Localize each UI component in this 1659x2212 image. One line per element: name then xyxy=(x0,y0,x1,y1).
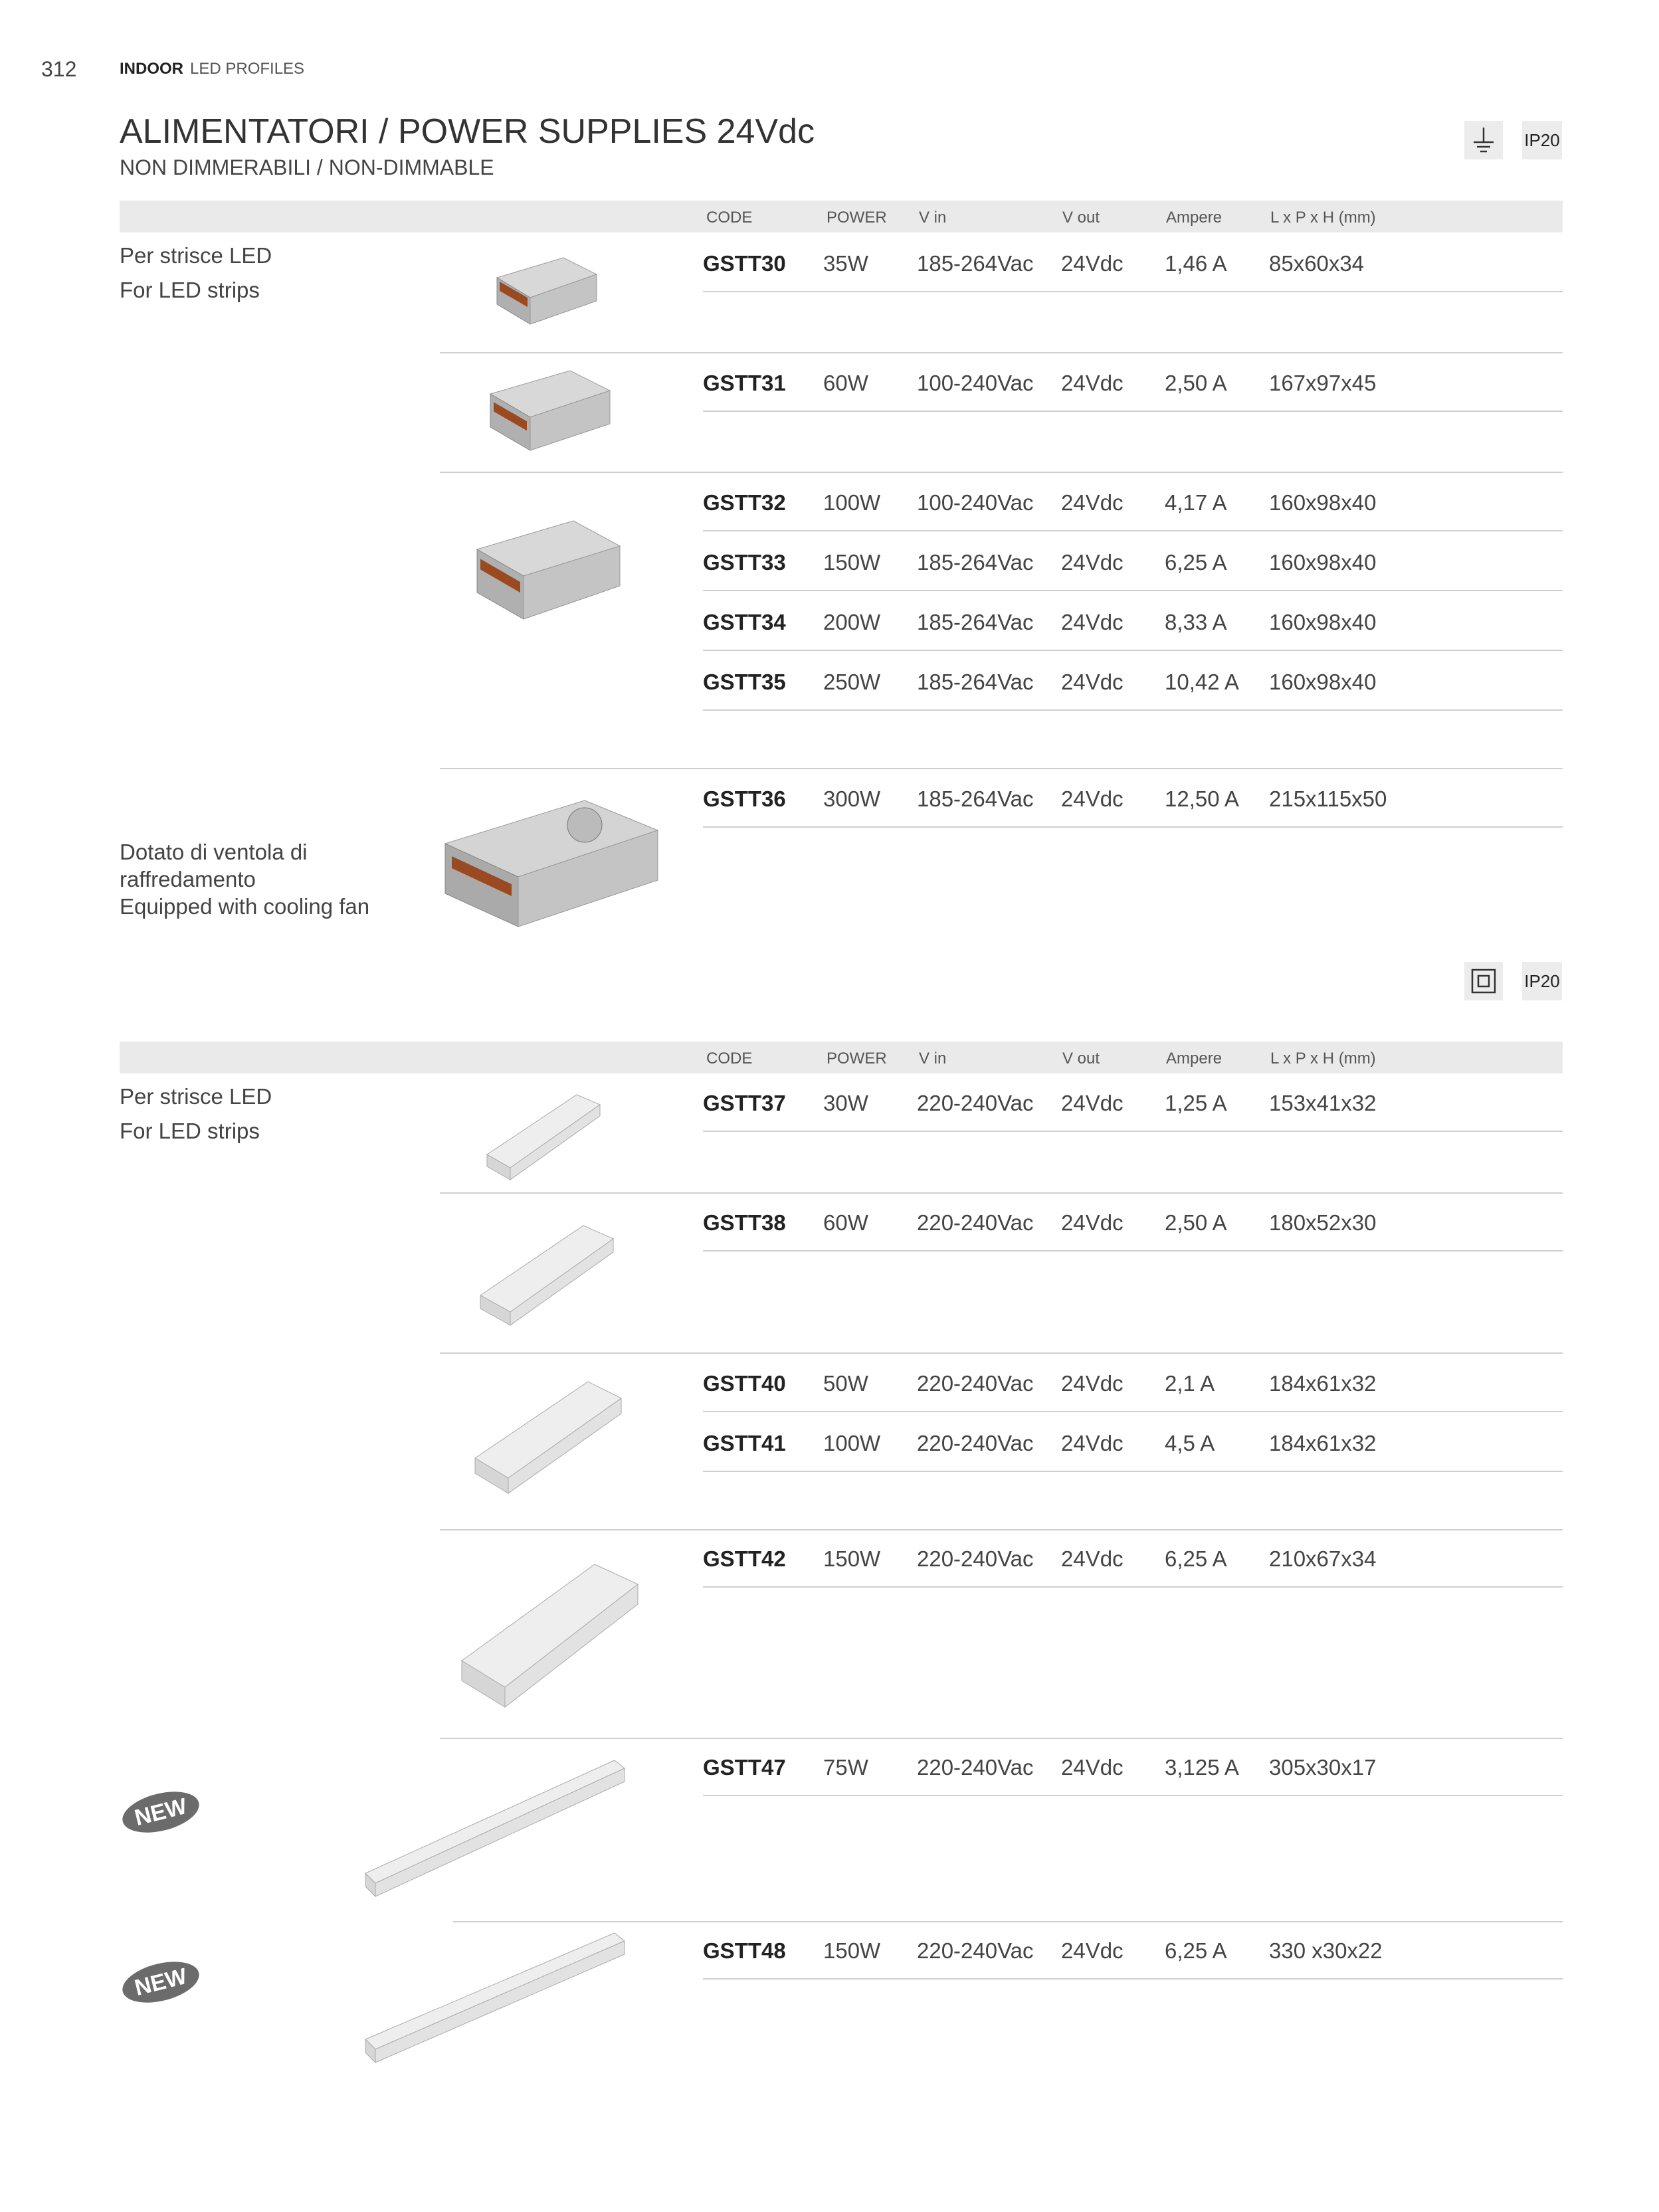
col-vin: V in xyxy=(919,1050,947,1067)
row-separator xyxy=(703,709,1563,711)
col-code: CODE xyxy=(706,209,753,227)
spec-dims: 160x98x40 xyxy=(1269,610,1377,634)
page-number: 312 xyxy=(41,57,77,81)
spec-power: 200W xyxy=(823,610,881,634)
spec-dims: 330 x30x22 xyxy=(1269,1938,1383,1963)
product-image-gstt47 xyxy=(359,1754,631,1906)
product-code: GSTT38 xyxy=(703,1210,786,1235)
spec-vout: 24Vdc xyxy=(1061,371,1123,395)
spec-power: 60W xyxy=(823,1210,868,1235)
group-separator xyxy=(440,1192,1563,1194)
product-image-gstt48 xyxy=(359,1926,631,2073)
table-header-2 xyxy=(120,1042,1563,1073)
spec-power: 60W xyxy=(823,371,868,395)
col-dimensions: L x P x H (mm) xyxy=(1270,209,1376,227)
product-code: GSTT42 xyxy=(703,1546,786,1571)
spec-ampere: 2,1 A xyxy=(1165,1371,1215,1396)
spec-dims: 160x98x40 xyxy=(1269,670,1377,694)
spec-vin: 185-264Vac xyxy=(917,670,1034,694)
spec-vin: 220-240Vac xyxy=(917,1431,1034,1455)
group-separator xyxy=(440,1352,1563,1354)
col-ampere: Ampere xyxy=(1166,209,1222,227)
row-separator xyxy=(703,411,1563,412)
spec-power: 150W xyxy=(823,550,881,575)
spec-ampere: 6,25 A xyxy=(1165,1546,1227,1571)
description-it: Per strisce LED xyxy=(120,1084,272,1109)
description-fan xyxy=(120,838,369,920)
breadcrumb-section: INDOOR xyxy=(120,60,183,78)
spec-ampere: 8,33 A xyxy=(1165,610,1227,634)
product-image-gstt32-35 xyxy=(464,513,630,632)
earth-ground-icon xyxy=(1464,121,1503,159)
spec-dims: 85x60x34 xyxy=(1269,251,1365,276)
product-code: GSTT41 xyxy=(703,1431,786,1455)
product-image-gstt40-41 xyxy=(465,1368,631,1501)
spec-vin: 185-264Vac xyxy=(917,786,1034,811)
spec-vout: 24Vdc xyxy=(1061,490,1123,515)
spec-vin: 185-264Vac xyxy=(917,251,1034,276)
spec-power: 150W xyxy=(823,1938,881,1963)
product-code: GSTT34 xyxy=(703,610,786,634)
product-image-gstt42 xyxy=(448,1548,648,1714)
spec-vout: 24Vdc xyxy=(1061,1210,1123,1235)
spec-power: 100W xyxy=(823,1431,881,1455)
description-fan-en: Equipped with cooling fan xyxy=(120,894,370,919)
spec-dims: 167x97x45 xyxy=(1269,371,1377,395)
row-separator xyxy=(703,291,1563,292)
description-en: For LED strips xyxy=(120,278,260,302)
product-image-gstt38 xyxy=(470,1209,623,1335)
group-separator xyxy=(453,1921,1563,1922)
spec-power: 100W xyxy=(823,490,881,515)
col-dimensions: L x P x H (mm) xyxy=(1270,1050,1376,1067)
spec-vin: 100-240Vac xyxy=(917,371,1034,395)
new-badge: NEW xyxy=(118,1955,203,2010)
spec-vout: 24Vdc xyxy=(1061,1091,1123,1115)
description-strips xyxy=(120,242,272,304)
row-separator xyxy=(703,590,1563,591)
group-separator xyxy=(440,352,1563,353)
spec-dims: 215x115x50 xyxy=(1269,786,1387,811)
product-code: GSTT37 xyxy=(703,1091,786,1115)
page-subtitle: NON DIMMERABILI / NON-DIMMABLE xyxy=(120,155,494,179)
spec-power: 35W xyxy=(823,251,868,276)
spec-ampere: 2,50 A xyxy=(1165,1210,1227,1235)
description-fan-it-1: Dotato di ventola di xyxy=(120,840,308,864)
row-separator xyxy=(703,650,1563,651)
spec-vout: 24Vdc xyxy=(1061,1546,1123,1571)
col-ampere: Ampere xyxy=(1166,1050,1222,1067)
description-fan-it-2: raffredamento xyxy=(120,867,256,891)
product-image-gstt37 xyxy=(477,1081,610,1188)
spec-vin: 220-240Vac xyxy=(917,1091,1034,1115)
col-vin: V in xyxy=(919,209,947,227)
row-separator xyxy=(703,1131,1563,1132)
spec-vin: 185-264Vac xyxy=(917,550,1034,575)
breadcrumb-category: LED PROFILES xyxy=(190,60,305,78)
product-image-gstt36 xyxy=(432,790,664,937)
spec-dims: 160x98x40 xyxy=(1269,490,1377,515)
description-it: Per strisce LED xyxy=(120,243,272,268)
row-separator xyxy=(703,1250,1563,1251)
spec-vout: 24Vdc xyxy=(1061,1938,1123,1963)
table-header xyxy=(120,201,1563,232)
new-badge: NEW xyxy=(118,1785,203,1840)
product-code: GSTT48 xyxy=(703,1938,786,1963)
spec-power: 150W xyxy=(823,1546,881,1571)
spec-vout: 24Vdc xyxy=(1061,1371,1123,1396)
spec-vin: 185-264Vac xyxy=(917,610,1034,634)
spec-dims: 184x61x32 xyxy=(1269,1371,1377,1396)
product-code: GSTT31 xyxy=(703,371,786,395)
spec-dims: 180x52x30 xyxy=(1269,1210,1377,1235)
row-separator xyxy=(703,1586,1563,1588)
breadcrumb xyxy=(120,60,304,78)
spec-vout: 24Vdc xyxy=(1061,1431,1123,1455)
spec-power: 300W xyxy=(823,786,881,811)
group-separator xyxy=(440,768,1563,769)
product-code: GSTT40 xyxy=(703,1371,786,1396)
product-image-gstt30 xyxy=(484,251,603,331)
col-power: POWER xyxy=(827,1050,887,1067)
spec-vout: 24Vdc xyxy=(1061,550,1123,575)
row-separator xyxy=(703,1795,1563,1796)
ip-rating-badge-2: IP20 xyxy=(1522,962,1562,1000)
spec-vin: 220-240Vac xyxy=(917,1546,1034,1571)
spec-dims: 160x98x40 xyxy=(1269,550,1377,575)
spec-ampere: 3,125 A xyxy=(1165,1755,1239,1780)
spec-ampere: 6,25 A xyxy=(1165,1938,1227,1963)
spec-power: 75W xyxy=(823,1755,868,1780)
spec-ampere: 6,25 A xyxy=(1165,550,1227,575)
spec-vout: 24Vdc xyxy=(1061,670,1123,694)
row-separator xyxy=(703,1471,1563,1472)
product-code: GSTT32 xyxy=(703,490,786,515)
spec-dims: 184x61x32 xyxy=(1269,1431,1377,1455)
spec-vin: 220-240Vac xyxy=(917,1371,1034,1396)
spec-power: 250W xyxy=(823,670,881,694)
row-separator xyxy=(703,1978,1563,1980)
spec-vin: 220-240Vac xyxy=(917,1210,1034,1235)
col-power: POWER xyxy=(827,209,887,227)
spec-vout: 24Vdc xyxy=(1061,1755,1123,1780)
double-insulation-icon xyxy=(1464,962,1503,1000)
spec-vout: 24Vdc xyxy=(1061,251,1123,276)
spec-power: 50W xyxy=(823,1371,868,1396)
description-en: For LED strips xyxy=(120,1119,260,1143)
spec-ampere: 10,42 A xyxy=(1165,670,1239,694)
spec-ampere: 4,5 A xyxy=(1165,1431,1215,1455)
col-code: CODE xyxy=(706,1050,753,1067)
product-code: GSTT30 xyxy=(703,251,786,276)
spec-vin: 220-240Vac xyxy=(917,1755,1034,1780)
spec-vin: 220-240Vac xyxy=(917,1938,1034,1963)
spec-vin: 100-240Vac xyxy=(917,490,1034,515)
product-image-gstt31 xyxy=(477,364,617,464)
spec-vout: 24Vdc xyxy=(1061,610,1123,634)
col-vout: V out xyxy=(1062,1050,1100,1067)
row-separator xyxy=(703,530,1563,531)
product-code: GSTT33 xyxy=(703,550,786,575)
spec-ampere: 1,46 A xyxy=(1165,251,1227,276)
spec-power: 30W xyxy=(823,1091,868,1115)
page-title: ALIMENTATORI / POWER SUPPLIES 24Vdc xyxy=(120,112,815,151)
row-separator xyxy=(703,1411,1563,1412)
ip-rating-badge: IP20 xyxy=(1522,121,1562,159)
col-vout: V out xyxy=(1062,209,1100,227)
spec-ampere: 4,17 A xyxy=(1165,490,1227,515)
spec-dims: 210x67x34 xyxy=(1269,1546,1377,1571)
description-strips-2 xyxy=(120,1083,272,1145)
product-code: GSTT47 xyxy=(703,1755,786,1780)
spec-vout: 24Vdc xyxy=(1061,786,1123,811)
group-separator xyxy=(440,472,1563,473)
spec-dims: 153x41x32 xyxy=(1269,1091,1377,1115)
product-code: GSTT35 xyxy=(703,670,786,694)
spec-ampere: 2,50 A xyxy=(1165,371,1227,395)
spec-dims: 305x30x17 xyxy=(1269,1755,1377,1780)
group-separator xyxy=(440,1529,1563,1530)
row-separator xyxy=(703,826,1563,828)
spec-ampere: 12,50 A xyxy=(1165,786,1239,811)
spec-ampere: 1,25 A xyxy=(1165,1091,1227,1115)
product-code: GSTT36 xyxy=(703,786,786,811)
group-separator xyxy=(440,1738,1563,1739)
